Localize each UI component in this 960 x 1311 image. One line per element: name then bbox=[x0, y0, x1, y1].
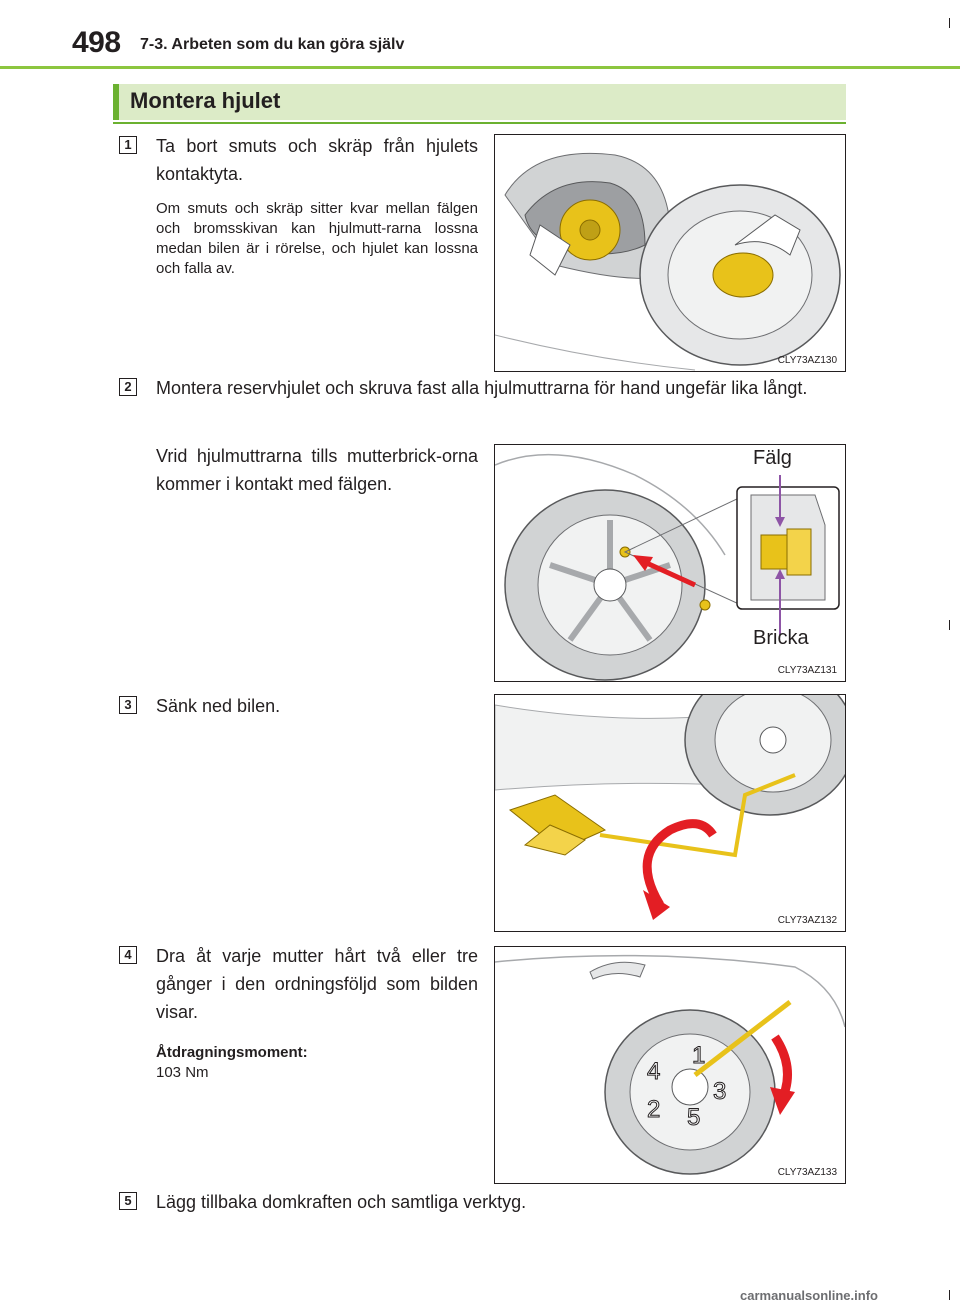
crop-mark bbox=[949, 18, 950, 28]
figure-spare-wheel bbox=[494, 444, 846, 682]
figure-code: CLY73AZ130 bbox=[777, 355, 837, 366]
step-2-note: Vrid hjulmuttrarna tills mutterbrick-orna kommer i kontakt med fälgen. bbox=[156, 446, 478, 494]
section-rule bbox=[113, 122, 846, 124]
figure-lower-vehicle bbox=[494, 694, 846, 932]
nut-sequence-2: 2 bbox=[647, 1096, 661, 1123]
page-number: 498 bbox=[72, 26, 121, 59]
washer-label: Bricka bbox=[753, 627, 809, 649]
section-title: Montera hjulet bbox=[130, 88, 281, 113]
crop-mark bbox=[949, 1290, 950, 1300]
step-number-5: 5 bbox=[119, 1192, 137, 1210]
step-number-1: 1 bbox=[119, 136, 137, 154]
step-1-text: Ta bort smuts och skräp från hjulets kontaktyta. bbox=[156, 136, 478, 184]
nut-sequence-4: 4 bbox=[647, 1058, 661, 1085]
step-number-3: 3 bbox=[119, 696, 137, 714]
figure-clean-hub bbox=[494, 134, 846, 372]
figure-tighten-nuts bbox=[494, 946, 846, 1184]
figure-code: CLY73AZ132 bbox=[777, 915, 837, 926]
section-heading bbox=[113, 84, 846, 120]
step-3-text: Sänk ned bilen. bbox=[156, 696, 281, 716]
step-1-note: Om smuts och skräp sitter kvar mellan fälgen och bromsskivan kan hjulmutt-rarna lossna medan bilen är i rörelse, och hjulet kan lossna och falla av. bbox=[156, 200, 478, 277]
step-2-text: Montera reservhjulet och skruva fast alla hjulmuttrarna för hand ungefär lika långt. bbox=[156, 378, 808, 398]
torque-label: Åtdragningsmoment: bbox=[156, 1044, 308, 1061]
section-accent bbox=[113, 84, 119, 120]
step-4-text: Dra åt varje mutter hårt två eller tre gånger i den ordningsföljd som bilden visar. bbox=[156, 946, 478, 1022]
figure-code: CLY73AZ131 bbox=[777, 665, 837, 676]
step-number-4: 4 bbox=[119, 946, 137, 964]
nut-sequence-1: 1 bbox=[692, 1042, 706, 1069]
torque-value: 103 Nm bbox=[156, 1064, 209, 1081]
figure-code: CLY73AZ133 bbox=[777, 1167, 837, 1178]
footer-watermark[interactable]: carmanualsonline.info bbox=[740, 1288, 878, 1303]
step-number-2: 2 bbox=[119, 378, 137, 396]
header-rule bbox=[0, 66, 960, 69]
nut-sequence-5: 5 bbox=[687, 1104, 701, 1131]
rim-label: Fälg bbox=[753, 447, 792, 469]
step-5-text: Lägg tillbaka domkraften och samtliga verktyg. bbox=[156, 1192, 527, 1212]
nut-sequence-3: 3 bbox=[713, 1078, 727, 1105]
chapter-title: 7-3. Arbeten som du kan göra själv bbox=[140, 36, 405, 53]
crop-mark bbox=[949, 620, 950, 630]
